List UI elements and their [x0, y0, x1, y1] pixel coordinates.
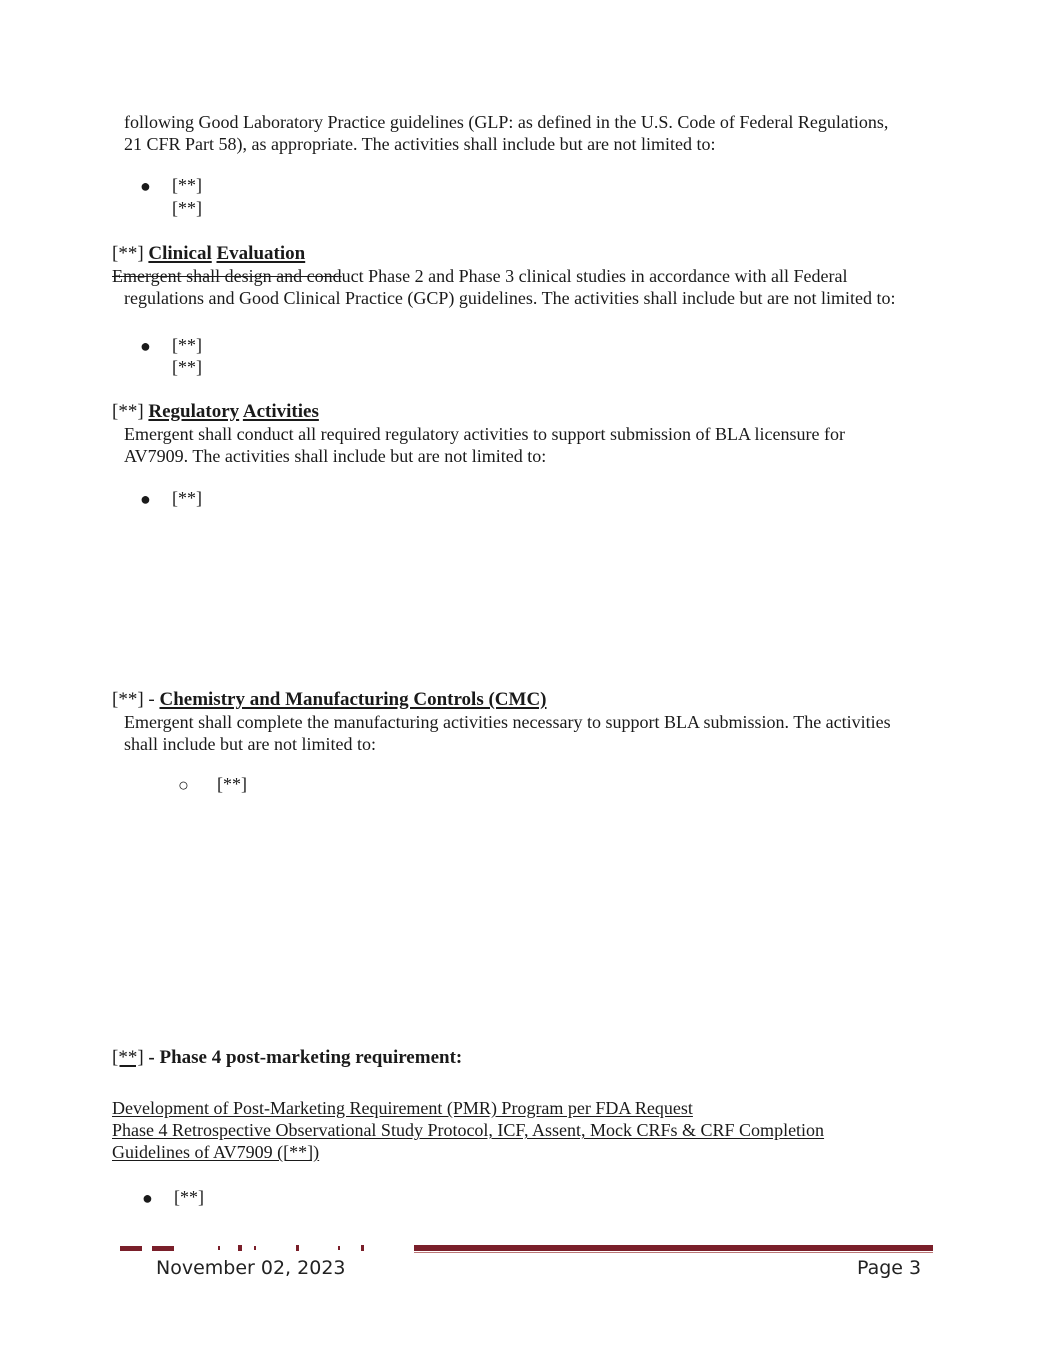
clinical-line-2: regulations and Good Clinical Practice (GCP) guidelines. The activities shall include but are not limited to:	[124, 288, 896, 308]
phase4-line-3: Guidelines of AV7909 ([**])	[112, 1142, 320, 1162]
heading-word: Clinical	[148, 243, 212, 264]
list-item: [**]	[172, 357, 202, 377]
heading-title: - Phase 4 post-marketing requirement:	[148, 1047, 463, 1068]
footer-page-number: Page 3	[857, 1257, 922, 1279]
list-item: [**]	[172, 198, 202, 218]
bullet-dot-icon: ●	[140, 176, 151, 196]
list-item: [**]	[174, 1187, 204, 1207]
heading-title: Chemistry and Manufacturing Controls (CMC)	[159, 689, 547, 710]
struck-text: Emergent shall design and cond	[112, 266, 342, 286]
clinical-evaluation-heading	[112, 242, 305, 266]
phase4-line-1: Development of Post-Marketing Requirement (PMR) Program per FDA Request	[112, 1098, 693, 1118]
bullet-dot-icon: ●	[140, 336, 151, 356]
list-item: [**]	[217, 774, 247, 794]
cmc-line-2: shall include but are not limited to:	[124, 734, 376, 754]
list-item: [**]	[172, 175, 202, 195]
footer-date: November 02, 2023	[156, 1257, 346, 1279]
heading-prefix: [**]	[112, 401, 144, 422]
regulatory-line-2: AV7909. The activities shall include but are not limited to:	[124, 446, 547, 466]
regulatory-activities-heading	[112, 400, 319, 424]
phase4-heading	[112, 1046, 462, 1070]
heading-word: Evaluation	[216, 243, 306, 264]
regulatory-line-1: Emergent shall conduct all required regulatory activities to support submission of BLA licensure for	[124, 424, 846, 444]
heading-word: Regulatory	[148, 401, 240, 422]
intro-line-1: following Good Laboratory Practice guidelines (GLP: as defined in the U.S. Code of Federal Regulations,	[124, 112, 889, 132]
hollow-bullet-icon: ○	[178, 775, 189, 795]
list-item: [**]	[172, 335, 202, 355]
list-item: [**]	[172, 488, 202, 508]
heading-word: Activities	[242, 401, 319, 422]
intro-line-2: 21 CFR Part 58), as appropriate. The activities shall include but are not limited to:	[124, 134, 716, 154]
bullet-dot-icon: ●	[140, 489, 151, 509]
clinical-line-1-rest: uct Phase 2 and Phase 3 clinical studies in accordance with all Federal	[341, 266, 848, 286]
phase4-line-2: Phase 4 Retrospective Observational Study Protocol, ICF, Assent, Mock CRFs & CRF Completion	[112, 1120, 825, 1140]
heading-prefix: [**]	[112, 1047, 144, 1068]
heading-prefix: [**] -	[112, 689, 155, 710]
cmc-line-1: Emergent shall complete the manufacturing activities necessary to support BLA submission. The activities	[124, 712, 891, 732]
cmc-heading	[112, 688, 547, 712]
clinical-line-1	[112, 265, 847, 287]
bullet-dot-icon: ●	[142, 1188, 153, 1208]
heading-prefix: [**]	[112, 243, 144, 264]
